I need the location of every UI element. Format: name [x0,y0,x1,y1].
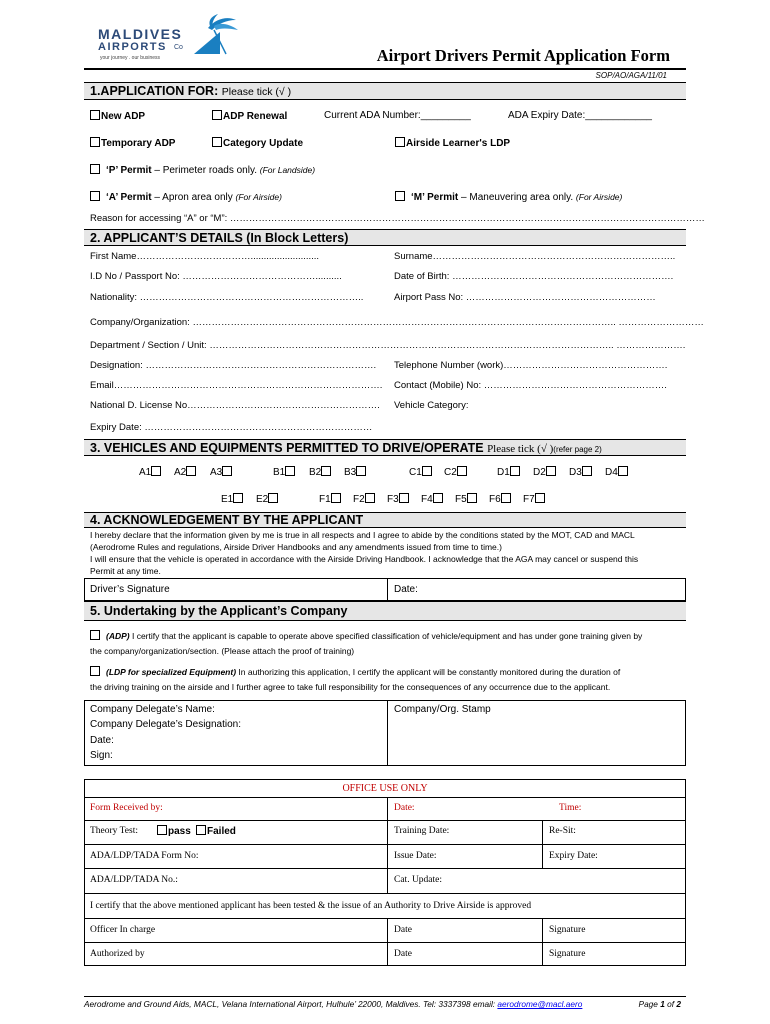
form-ref: SOP/AO/AGA/11/01 [595,71,667,80]
category-label: F1 [319,494,331,505]
ack-line-1: I hereby declare that the information given by me is true in all respects and I agree to abide by the conditions stated by the MOT, CAD and MACL [90,530,635,540]
office-use-heading: OFFICE USE ONLY [342,783,428,794]
new-adp-label: New ADP [101,111,146,122]
driver-date-field[interactable]: Date: [394,584,418,595]
category-checkbox[interactable] [365,493,375,503]
category-f7[interactable] [523,493,546,505]
category-label: E2 [256,494,269,505]
section1-hint: Please tick (√ ) [221,86,292,98]
resit-field[interactable]: Re-Sit: [549,826,576,836]
m-permit-checkbox[interactable] [395,191,405,201]
m-permit-bold: ‘M’ Permit [411,192,459,203]
p-permit-bold: ‘P’ Permit [106,165,152,176]
nationality-field[interactable]: Nationality: …………………………………………………………….. [90,292,364,303]
footer-address-text: Aerodrome and Ground Aids, MACL, Velana International Airport, Hulhule’ 22000, Maldives. Tel: 3337398 email: [84,999,498,1009]
authorized-signature-field[interactable]: Signature [549,949,586,959]
category-label: F2 [353,494,365,505]
office-row-line [84,893,686,894]
license-field[interactable]: National D. License No……………………………………………………. [90,400,380,411]
company-field[interactable]: Company/Organization: …………………………………………………………………………………………………………………….. ……………………… [90,317,704,328]
category-update-label: Category Update [223,138,304,149]
category-checkbox[interactable] [535,493,545,503]
category-checkbox[interactable] [222,466,232,476]
form-received-field[interactable]: Form Received by: [90,803,163,813]
category-checkbox[interactable] [186,466,196,476]
category-f2[interactable] [353,493,376,505]
temporary-adp-label: Temporary ADP [101,138,176,149]
section3-hint: Please tick (√ ) [487,443,554,455]
a-permit-checkbox[interactable] [90,191,100,201]
ack-line-2: (Aerodrome Rules and regulations, Airside Driver Handbooks and any amendments issued from time to time.) [90,542,502,552]
vehicle-category-field[interactable]: Vehicle Category: [394,400,469,411]
page-indicator [639,999,681,1009]
training-date-field[interactable]: Training Date: [394,826,450,836]
category-d3[interactable] [569,466,593,478]
designation-field[interactable]: Designation: ………………………………………………………………. [90,360,377,371]
dob-field[interactable]: Date of Birth: ……………………………………………………………. [394,271,674,282]
first-name-field[interactable]: First Name……………………………….......................... [90,251,320,262]
category-checkbox[interactable] [501,493,511,503]
logo-co: Co [174,44,183,51]
reason-field[interactable]: Reason for accessing “A” or “M”: …………………………………………………………………………………………………………………………………… [90,213,705,224]
opt-temporary-adp[interactable] [90,137,175,149]
section1-heading [84,82,686,100]
authorized-date-field[interactable]: Date [394,949,412,959]
palm-bird-icon [190,14,242,56]
cat-update-field[interactable]: Cat. Update: [394,875,443,885]
section5-heading: 5. Undertaking by the Applicant’s Company [84,601,686,621]
telephone-field[interactable]: Telephone Number (work)……………………………………………. [394,360,668,371]
adp-line-1: I certify that the applicant is capable to operate above specified classification of vehicle/equipment and has under gone training given by [129,631,643,641]
ack-line-4: Permit at any time. [90,566,161,576]
temporary-adp-checkbox[interactable] [90,137,100,147]
category-label: A1 [139,467,152,478]
category-label: C1 [409,467,422,478]
office-row-line [84,797,686,798]
category-checkbox[interactable] [618,466,628,476]
category-checkbox[interactable] [399,493,409,503]
category-checkbox[interactable] [510,466,520,476]
category-label: A3 [210,467,223,478]
received-time-field[interactable]: Time: [559,803,582,813]
pass-checkbox[interactable] [157,825,167,835]
category-f5[interactable] [455,493,478,505]
office-row-line [84,844,686,845]
adp-line-2: the company/organization/section. (Please attach the proof of training) [90,646,355,656]
category-checkbox[interactable] [233,493,243,503]
page-number: 1 [660,999,665,1009]
authorized-by-label: Authorized by [90,949,145,959]
office-expiry-date-field[interactable]: Expiry Date: [549,851,598,861]
category-label: B1 [273,467,286,478]
footer-email-link[interactable]: aerodrome@macl.aero [497,999,583,1009]
adp-renewal-checkbox[interactable] [212,110,222,120]
driver-signature-field[interactable]: Driver’s Signature [90,584,170,595]
category-checkbox[interactable] [467,493,477,503]
page-of: of [664,999,677,1009]
logo-line1: MALDIVES [98,26,183,42]
title-underline [84,68,686,70]
failed-checkbox[interactable] [196,825,206,835]
footer-address [84,999,582,1009]
category-checkbox[interactable] [268,493,278,503]
officer-signature-field[interactable]: Signature [549,925,586,935]
category-label: D4 [605,467,618,478]
ack-line-3: I will ensure that the vehicle is operated in accordance with the Airside Driving Handbook. I acknowledge that the AGA may cancel or suspend this [90,554,639,564]
category-d4[interactable] [605,466,629,478]
adp-undertaking-checkbox[interactable] [90,630,100,640]
section3-title: 3. VEHICLES AND EQUIPMENTS PERMITTED TO DRIVE/OPERATE [90,441,484,455]
category-label: F5 [455,494,467,505]
category-label: D3 [569,467,582,478]
category-e1[interactable] [221,493,244,505]
opt-category-update[interactable] [212,137,303,149]
delegate-name-field[interactable]: Company Delegate’s Name: [90,704,215,715]
pass-label: pass [168,826,191,837]
logo-line2: AIRPORTS [98,41,167,53]
issue-date-field[interactable]: Issue Date: [394,851,437,861]
category-checkbox[interactable] [546,466,556,476]
theory-test-label: Theory Test: [90,826,138,836]
office-col-line [542,918,543,966]
expiry-date-field[interactable]: Expiry Date: ……………………………………………………………… [90,422,373,433]
delegate-divider [387,700,388,766]
ada-expiry-field[interactable]: ADA Expiry Date:____________ [508,110,652,121]
category-e2[interactable] [256,493,279,505]
category-f1[interactable] [319,493,342,505]
ldp-undertaking-checkbox[interactable] [90,666,100,676]
section2-heading: 2. APPLICANT’S DETAILS (In Block Letters) [84,229,686,246]
category-a2[interactable] [174,466,197,478]
page-total: 2 [676,999,681,1009]
p-permit-text: – Perimeter roads only. [151,165,260,176]
category-checkbox[interactable] [356,466,366,476]
opt-adp-renewal[interactable] [212,110,287,122]
office-row-line [84,820,686,821]
logo-tagline: your journey . our business [100,55,161,61]
category-label: F6 [489,494,501,505]
category-label: F4 [421,494,433,505]
category-checkbox[interactable] [582,466,592,476]
opt-p-permit[interactable] [90,164,315,176]
officer-date-field[interactable]: Date [394,925,412,935]
category-f3[interactable] [387,493,410,505]
category-checkbox[interactable] [285,466,295,476]
form-no-field[interactable]: ADA/LDP/TADA Form No: [90,851,199,861]
ldp-line-2: the driving training on the airside and I further agree to take full responsibility for the consequences of any occurrence due to the applicant. [90,682,611,692]
section1-title: 1.APPLICATION FOR: [90,84,219,98]
ldp-undertaking[interactable] [90,666,620,677]
officer-in-charge-label: Officer In charge [90,925,156,935]
category-checkbox[interactable] [331,493,341,503]
section3-heading [84,439,686,456]
opt-m-permit[interactable] [395,191,622,203]
email-field[interactable]: Email…………………………………………………………………………. [90,380,383,391]
category-b3[interactable] [344,466,367,478]
category-label: D2 [533,467,546,478]
macl-logo [98,14,248,64]
category-checkbox[interactable] [433,493,443,503]
category-label: D1 [497,467,510,478]
ldp-line-1: In authorizing this application, I certify the applicant will be constantly monitored during the duration of [236,667,621,677]
p-permit-note: (For Landside) [259,165,316,175]
category-label: F3 [387,494,399,505]
category-label: F7 [523,494,535,505]
category-a3[interactable] [210,466,233,478]
office-col-line [542,820,543,868]
theory-pass-option[interactable] [157,825,191,837]
category-f6[interactable] [489,493,512,505]
office-row-line [84,942,686,943]
category-label: E1 [221,494,234,505]
category-label: C2 [444,467,457,478]
opt-new-adp[interactable] [90,110,145,122]
a-permit-bold: ‘A’ Permit [106,192,152,203]
office-use-table [84,779,686,966]
adp-tag: (ADP) [106,631,130,641]
delegate-designation-field[interactable]: Company Delegate’s Designation: [90,719,242,730]
department-field[interactable]: Department / Section / Unit: ……………………………………………………………………………………………………………….. …………………. [90,340,686,351]
company-stamp-field[interactable]: Company/Org. Stamp [394,704,491,715]
signature-box [84,578,686,601]
category-a1[interactable] [139,466,162,478]
airside-learner-checkbox[interactable] [395,137,405,147]
a-permit-note: (For Airside) [235,192,282,202]
delegate-date-field[interactable]: Date: [90,735,114,746]
section3-note: (refer page 2) [553,445,602,454]
adp-undertaking[interactable] [90,630,642,641]
category-row-2 [0,493,770,509]
section4-heading: 4. ACKNOWLEDGEMENT BY THE APPLICANT [84,512,686,528]
m-permit-text: – Maneuvering area only. [458,192,576,203]
office-col-line [387,797,388,893]
category-row-1 [0,466,770,482]
new-adp-checkbox[interactable] [90,110,100,120]
current-ada-field[interactable]: Current ADA Number:_________ [324,110,471,121]
opt-airside-learner[interactable] [395,137,510,149]
p-permit-checkbox[interactable] [90,164,100,174]
category-b1[interactable] [273,466,296,478]
footer-rule [84,996,686,997]
page-prefix: Page [638,999,661,1009]
category-b2[interactable] [309,466,332,478]
a-permit-text: – Apron area only [151,192,236,203]
category-c2[interactable] [444,466,468,478]
category-checkbox[interactable] [422,466,432,476]
office-col-line [387,918,388,966]
signature-divider [387,578,388,601]
id-passport-field[interactable]: I.D No / Passport No: …………………………………….......... [90,271,342,282]
delegate-sign-field[interactable]: Sign: [90,750,113,761]
category-checkbox[interactable] [321,466,331,476]
adp-renewal-label: ADP Renewal [223,111,288,122]
category-d1[interactable] [497,466,521,478]
m-permit-note: (For Airside) [575,192,623,202]
form-title: Airport Drivers Permit Application Form [376,46,670,65]
ada-no-field[interactable]: ADA/LDP/TADA No.: [90,875,178,885]
received-date-field[interactable]: Date: [394,803,415,813]
ldp-tag: (LDP for specialized Equipment) [106,667,237,677]
approval-statement: I certify that the above mentioned applicant has been tested & the issue of an Authority to Drive Airside is approved [90,901,532,911]
office-row-line [84,918,686,919]
failed-label: Failed [207,826,236,837]
mobile-field[interactable]: Contact (Mobile) No: …………………………………………………. [394,380,667,391]
airport-pass-field[interactable]: Airport Pass No: …………………………………………………… [394,292,656,303]
airside-learner-label: Airside Learner's LDP [406,138,511,149]
category-f4[interactable] [421,493,444,505]
category-label: B3 [344,467,357,478]
surname-field[interactable]: Surname………………………………………………………………….. [394,251,676,262]
category-d2[interactable] [533,466,557,478]
category-update-checkbox[interactable] [212,137,222,147]
category-checkbox[interactable] [457,466,467,476]
office-row-line [84,868,686,869]
theory-failed-option[interactable] [196,825,236,837]
category-label: B2 [309,467,322,478]
opt-a-permit[interactable] [90,191,282,203]
category-c1[interactable] [409,466,433,478]
category-checkbox[interactable] [151,466,161,476]
category-label: A2 [174,467,187,478]
